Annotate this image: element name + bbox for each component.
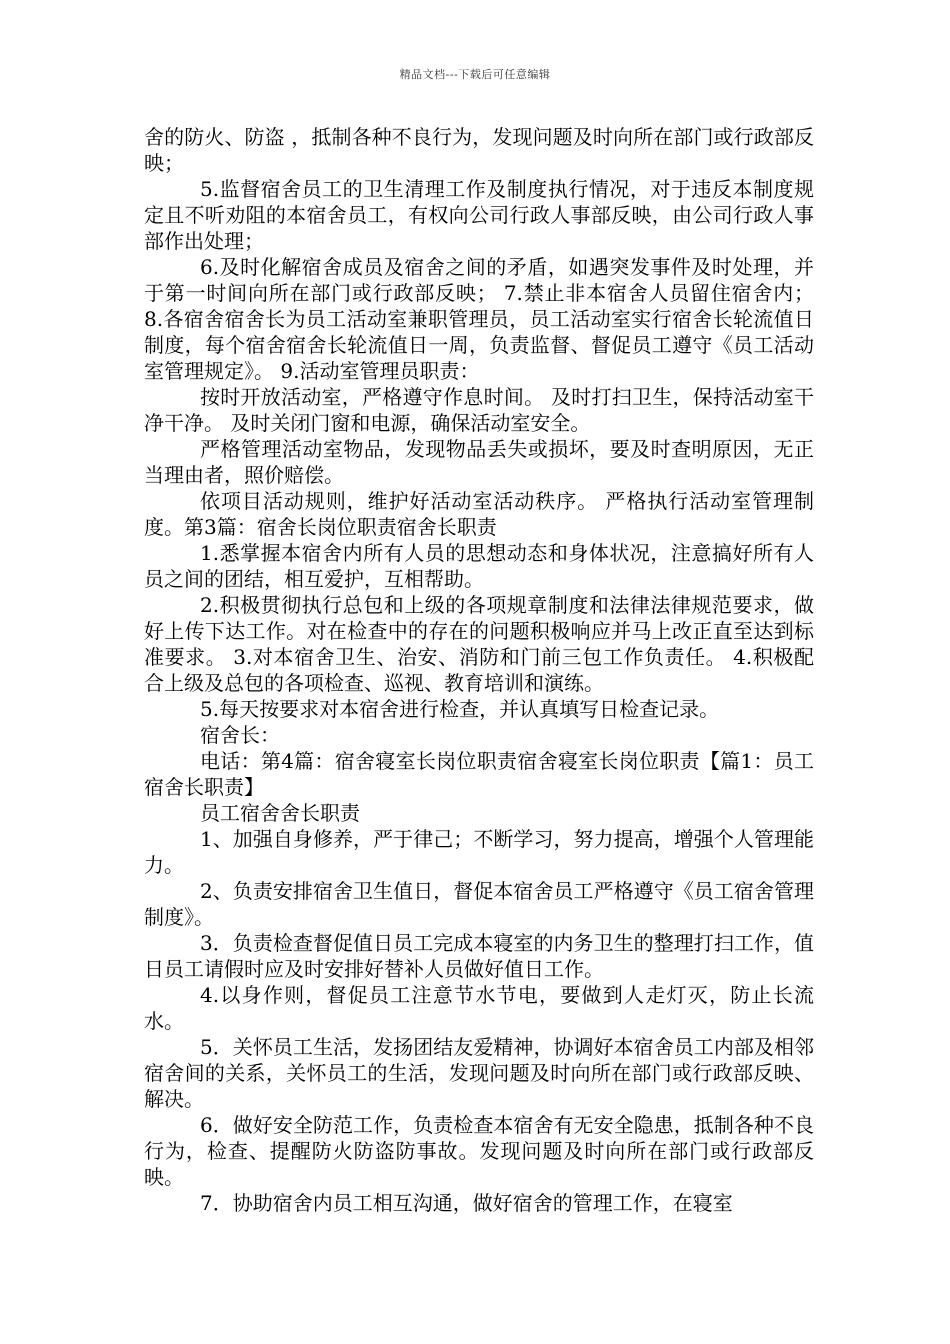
paragraph: 1、加强自身修养，严于律己；不断学习，努力提高，增强个人管理能力。 bbox=[144, 827, 814, 877]
paragraph: 5.监督宿舍员工的卫生清理工作及制度执行情况，对于违反本制度规定且不听劝阻的本宿舍员工，有权向公司行政人事部反映，由公司行政人事部作出处理； bbox=[144, 177, 814, 253]
paragraph: 按时开放活动室，严格遵守作息时间。 及时打扫卫生，保持活动室干净干净。 及时关闭门窗和电源，确保活动室安全。 bbox=[144, 385, 814, 435]
paragraph: 2、负责安排宿舍卫生值日，督促本宿舍员工严格遵守《员工宿舍管理制度》。 bbox=[144, 879, 814, 929]
paragraph: 5.每天按要求对本宿舍进行检查，并认真填写日检查记录。 bbox=[200, 697, 720, 721]
paragraph: 1.悉掌握本宿舍内所有人员的思想动态和身体状况，注意搞好所有人员之间的团结，相互爱护，互相帮助。 bbox=[144, 541, 814, 591]
paragraph: 2.积极贯彻执行总包和上级的各项规章制度和法律法律规范要求，做好上传下达工作。对在检查中的存在的问题积极响应并马上改正直至达到标准要求。 3.对本宿舍卫生、治安、消防和门前三包工作负责任。 4.积极配合上级及总包的各项检查、巡视、教育培训和演练。 bbox=[144, 593, 814, 695]
paragraph: 7．协助宿舍内员工相互沟通，做好宿舍的管理工作，在寝室 bbox=[200, 1191, 733, 1215]
paragraph: 依项目活动规则，维护好活动室活动秩序。 严格执行活动室管理制度。第3篇：宿舍长岗位职责宿舍长职责 bbox=[144, 489, 814, 539]
paragraph: 员工宿舍舍长职责 bbox=[200, 801, 360, 825]
paragraph: 4.以身作则，督促员工注意节水节电，要做到人走灯灭，防止长流水。 bbox=[144, 983, 814, 1033]
paragraph: 电话：第4篇：宿舍寝室长岗位职责宿舍寝室长岗位职责【篇1：员工宿舍长职责】 bbox=[144, 749, 814, 799]
paragraph: 6．做好安全防范工作，负责检查本宿舍有无安全隐患，抵制各种不良行为，检查、提醒防火防盗防事故。发现问题及时向所在部门或行政部反映。 bbox=[144, 1113, 814, 1189]
paragraph: 宿舍长： bbox=[200, 723, 280, 747]
paragraph: 5．关怀员工生活，发扬团结友爱精神，协调好本宿舍员工内部及相邻宿舍间的关系，关怀员工的生活，发现问题及时向所在部门或行政部反映、解决。 bbox=[144, 1035, 814, 1111]
paragraph: 严格管理活动室物品，发现物品丢失或损坏，要及时查明原因，无正当理由者，照价赔偿。 bbox=[144, 437, 814, 487]
page-header: 精品文档---下载后可任意编辑 bbox=[399, 68, 551, 81]
document-body bbox=[144, 124, 814, 1216]
paragraph: 舍的防火、防盗 ，抵制各种不良行为，发现问题及时向所在部门或行政部反映； bbox=[144, 125, 814, 175]
paragraph: 3．负责检查督促值日员工完成本寝室的内务卫生的整理打扫工作，值日员工请假时应及时安排好替补人员做好值日工作。 bbox=[144, 931, 814, 981]
paragraph: 6.及时化解宿舍成员及宿舍之间的矛盾，如遇突发事件及时处理，并于第一时间向所在部门或行政部反映； 7.禁止非本宿舍人员留住宿舍内； 8.各宿舍宿舍长为员工活动室兼职管理员，员工活动室实行宿舍长轮流值日制度，每个宿舍宿舍长轮流值日一周，负责监督、督促员工遵守《员工活动室管理规定》。 9.活动室管理员职责： bbox=[144, 255, 814, 383]
